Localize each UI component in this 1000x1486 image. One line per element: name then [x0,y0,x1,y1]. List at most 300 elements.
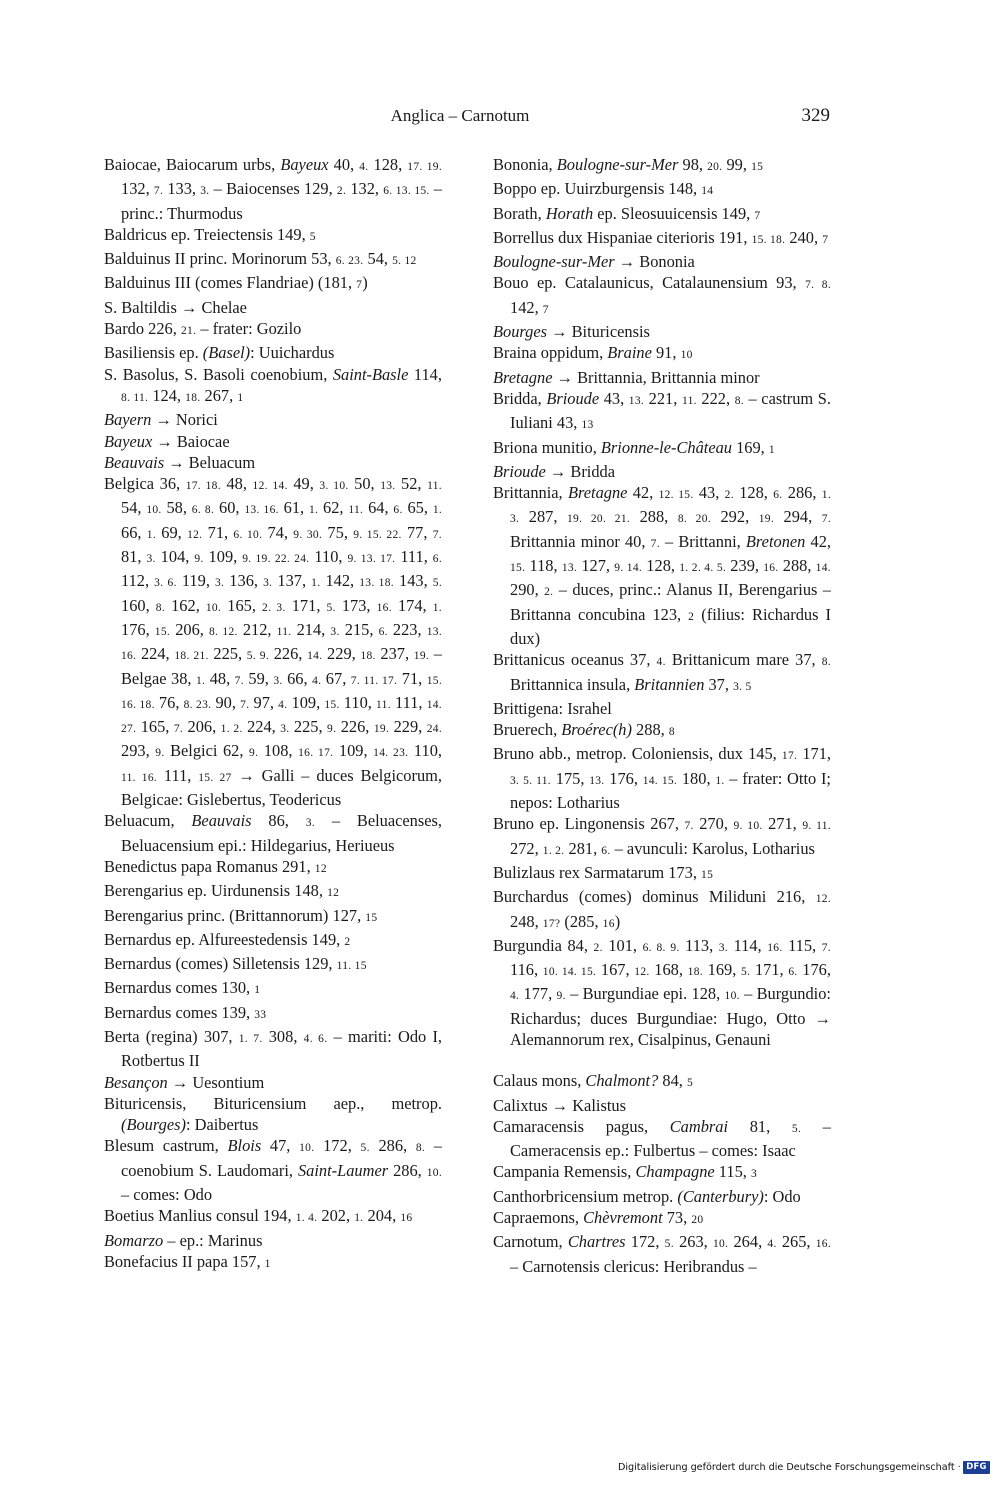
entry-text: 114, [728,935,768,955]
index-entry [104,977,442,1001]
line-reference: 6. [788,966,798,979]
line-reference: 14. 23. [373,747,409,760]
entry-text: 81, [121,547,147,567]
index-entry [104,929,442,953]
entry-text: 49, [287,474,320,494]
entry-text: 287, [519,507,567,527]
line-reference: 18. [687,966,703,979]
index-entry [493,461,831,482]
line-reference: 33 [254,1008,267,1021]
entry-text: ) [614,911,621,931]
line-reference: 2 [688,610,695,623]
entry-text: Braina oppidum, [493,343,608,363]
entry-text: 119, [176,571,215,591]
entry-text: ) [362,273,368,293]
entry-text: 42, [627,483,659,503]
index-entry [493,227,831,251]
line-reference: 15. 16. 18. [121,674,443,711]
entry-text: Bruerech, [493,720,562,740]
entry-text: 71, [397,668,427,688]
entry-text: 110, [309,547,348,567]
line-reference: 8. [155,601,166,614]
index-entry [493,649,831,698]
entry-text: → Galli – duces Belgicorum, Belgicae: Gislebertus, Teodericus [121,765,442,810]
index-entry [493,719,831,743]
index-entry [493,862,831,886]
entry-text: 128, [733,483,774,503]
entry-text: 37, [704,674,734,694]
entry-text: 109, [333,741,374,761]
index-entry [493,321,831,342]
line-reference: 3. 10. [319,480,349,493]
line-reference: 5. [360,1142,370,1155]
entry-text: 97, [249,692,279,712]
line-reference: 14. [307,650,323,663]
line-reference: 5. [432,577,443,590]
line-reference: 4. 6. [303,1032,328,1045]
entry-text: 113, [679,935,719,955]
entry-text: Bouo ep. Catalaunicus, Catalaunensium 93, [493,273,806,293]
line-reference: 1. 2. 4. 5. [679,562,727,575]
line-reference: 3. [330,625,340,638]
line-reference: 6. 8. 9. [642,941,680,954]
line-reference: 7. [650,537,660,550]
line-reference: 10. [299,1142,315,1155]
index-entry [493,698,831,719]
entry-text: Benedictus papa Romanus 291, [104,856,315,876]
modern-place-name: (Basel) [202,343,251,363]
line-reference: 6. [432,553,443,566]
entry-text: S. Basolus, S. Basoli coenobium, [104,364,333,384]
entry-text: 75, [322,522,354,542]
entry-text: 65, [402,498,433,518]
line-reference: 13. [561,562,578,575]
line-reference: 13 [581,419,594,432]
modern-place-name: Beauvais [104,452,165,472]
entry-text: 308, [262,1026,304,1046]
line-reference: 3. [146,553,156,566]
line-reference: 9. 10. [733,820,763,833]
line-reference: 1. [432,504,443,517]
line-reference: 8. [821,656,832,669]
entry-text: 290, [510,580,545,600]
entry-text: ep. Sleosuuicensis 149, [593,203,755,223]
index-entry [104,1072,442,1093]
entry-text: – princ.: Thurmodus [121,179,442,223]
line-reference: 3. [718,941,729,954]
index-entry [493,482,831,649]
entry-text: 64, [363,498,394,518]
entry-text: 248, [510,911,543,931]
index-entry [104,905,442,929]
entry-text: → Baiocae [152,431,230,451]
entry-text: – frater: Otto I; nepos: Lotharius [510,768,831,813]
entry-text: Calaus mons, [493,1071,586,1091]
line-reference: 7. 11. 17. [350,674,398,687]
entry-text: → Brittannia, Brittannia minor [552,367,760,387]
entry-text: 171, [750,960,789,980]
entry-text: Bernardus (comes) Silletensis 129, [104,954,337,974]
line-reference: 12. 15. [658,489,694,502]
line-reference: 5. 9. [246,650,269,663]
entry-text: – coenobium S. Laudomari, [121,1136,442,1180]
entry-text: 229, [389,717,427,737]
line-reference: 4. [312,674,322,687]
line-reference: 1 [768,443,775,456]
line-reference: 12 [327,887,340,900]
line-reference: 16 [602,917,615,930]
entry-text: 226, [269,644,308,664]
entry-text: 110, [339,692,377,712]
line-reference: 17? [542,917,561,930]
line-reference: 6. 23. [335,255,364,268]
entry-text: : Uuichardus [250,343,335,363]
line-reference: 7. [821,941,831,954]
entry-text: Brittannia minor 40, [510,531,651,551]
index-entry [493,1095,831,1116]
index-column-left [104,154,442,1275]
line-reference: 3 [750,1168,758,1181]
line-reference: 9. 11. [802,820,831,833]
line-reference: 20. [707,161,723,173]
line-reference: 7 [822,233,829,246]
line-reference: 13. 18. [359,577,394,590]
line-reference: 15. 27 [198,771,232,784]
entry-text: 91, [651,343,681,363]
line-reference: 10. [426,1166,443,1179]
line-reference: 1. 3. [510,489,832,526]
entry-text: – avunculi: Karolus, Lotharius [610,838,815,858]
line-reference: 1. [715,774,725,787]
index-entry [104,953,442,977]
entry-text: 128, [368,155,408,174]
entry-text: – Baiocenses 129, [209,179,337,199]
entry-text: Balduinus III (comes Flandriae) (181, [104,273,357,293]
index-entry [104,1135,442,1205]
entry-text: 294, [774,507,822,527]
index-entry [493,1231,831,1277]
index-entry [104,1205,442,1229]
line-reference: 1. [311,577,321,590]
entry-text: Brittigena: Israhel [493,698,612,718]
entry-text: 109, [287,692,325,712]
index-entry [493,272,831,321]
line-reference: 10. [724,990,740,1003]
line-reference: 2. [593,941,603,954]
line-reference: 2. [544,586,554,599]
line-reference: 13. 16. [121,625,442,663]
line-reference: 7 [754,209,761,222]
index-entry [493,1207,831,1231]
index-entry [104,297,442,318]
line-reference: 7. [821,513,831,526]
entry-text: 109, [203,547,243,567]
index-entry [104,1230,442,1251]
line-reference: 1. 2. [542,844,565,857]
line-reference: 10. [205,601,222,614]
entry-text: 137, [272,571,312,591]
entry-text: → Bridda [545,461,616,481]
index-entry [104,1002,442,1026]
entry-text: Capraemons, [493,1208,584,1228]
line-reference: 7. [153,185,164,198]
modern-place-name: Bayeux [104,431,153,451]
entry-text: – castrum S. Iuliani 43, [510,388,831,433]
entry-text: 176, [797,960,831,980]
entry-text: 99, [722,155,752,174]
entry-text: Bruno abb., metrop. Coloniensis, dux 145, [493,744,782,764]
modern-place-name: Boulogne-sur-Mer [493,252,615,272]
entry-text: → Bituricensis [547,322,650,342]
line-reference: 8. 23. [183,698,212,711]
entry-text: – Cameracensis ep.: Fulbertus – comes: Isaac [510,1116,832,1161]
index-entry [104,880,442,904]
line-reference: 6. [773,489,783,502]
modern-place-name: Bayern [104,410,152,430]
entry-text: Bonefacius II papa 157, [104,1251,265,1271]
entry-text: (filius: Richardus I dux) [510,604,831,648]
entry-text: → Norici [151,410,218,430]
entry-text: 288, [778,556,816,576]
entry-text: 172, [314,1136,361,1156]
entry-text: Bernardus ep. Alfureestedensis 149, [104,929,345,949]
entry-text: (285, [560,911,603,931]
line-reference: 13. [380,480,396,493]
line-reference: 1 [264,1257,271,1270]
modern-place-name: Braine [607,343,652,363]
entry-text: 293, [121,741,156,761]
line-reference: 9. [194,553,204,566]
index-entry [493,743,831,813]
entry-text: Burgundia 84, [493,935,594,955]
entry-text: Blesum castrum, [104,1136,228,1156]
line-reference: 10. [713,1238,729,1251]
entry-text: 77, [401,522,433,542]
index-column-right [493,154,831,1277]
entry-text: 240, [785,227,823,247]
modern-place-name: Bomarzo [104,1230,164,1250]
entry-text: 142, [320,571,360,591]
line-reference: 17. 19. [407,161,442,173]
line-reference: 14 [701,185,714,198]
index-entry [104,342,442,363]
line-reference: 8. [415,1142,426,1155]
line-reference: 1. 4. [295,1212,318,1225]
line-reference: 4. [767,1238,777,1251]
line-reference: 10. [146,504,162,517]
modern-place-name: Beauvais [191,811,252,831]
entry-text: 288, [630,507,678,527]
footer-credit: Digitalisierung gefördert durch die Deutsche Forschungsgemeinschaft · [618,1462,961,1473]
entry-text: 286, [782,483,822,503]
entry-text: Boetius Manlius consul 194, [104,1206,296,1226]
entry-text: 116, [510,960,543,980]
index-entry [493,813,831,862]
entry-text: Borath, [493,203,546,223]
line-reference: 14. [815,562,831,575]
entry-text: 133, [163,179,201,199]
index-entry [104,473,442,810]
line-reference: 11. [276,625,292,638]
line-reference: 2. 3. [262,601,286,614]
entry-text: Berengarius princ. (Brittannorum) 127, [104,905,366,925]
entry-text: 221, [644,388,682,408]
entry-text: 132, [121,179,154,199]
line-reference: 16. [815,1238,832,1251]
index-entry [104,248,442,272]
entry-text: Burchardus (comes) dominus Miliduni 216, [493,887,816,907]
line-reference: 12. [815,893,831,906]
line-reference: 5. [791,1122,802,1135]
entry-text: 67, [321,668,351,688]
entry-text: 265, [776,1232,816,1252]
line-reference: 16. [763,562,779,575]
entry-text: – Burgundio: Richardus; duces Burgundiae: Hugo, Otto → Alemannorum rex, Cisalpinus, Genauni [510,984,831,1049]
line-reference: 12. [187,528,203,541]
line-reference: 4. [656,656,666,669]
entry-text: Berengarius ep. Uirdunensis 148, [104,881,328,901]
entry-text: 43, [599,388,629,408]
line-reference: 1. [354,1212,364,1225]
line-reference: 3. [305,817,315,830]
entry-text: 111, [390,692,427,712]
line-reference: 10. 14. 15. [542,966,597,979]
line-reference: 9. [249,747,259,760]
line-reference: 19. [373,723,390,736]
entry-text: Bononia, [493,155,557,174]
line-reference: 13. 16. [244,504,279,517]
line-reference: 3. 6. [154,577,177,590]
entry-text: Baiocae, Baiocarum urbs, [104,155,281,174]
entry-text: Balduinus II princ. Morinorum 53, [104,249,336,269]
entry-text: 225, [289,717,328,737]
entry-text: Borrellus dux Hispaniae citerioris 191, [493,227,752,247]
index-entry [104,409,442,430]
index-entry [493,935,831,1050]
line-reference: 6. 13. 15. [383,185,430,198]
line-reference: 1. [308,504,319,517]
entry-text: 286, [388,1160,427,1180]
entry-text: → Bononia [614,252,695,272]
entry-text: Berta (regina) 307, [104,1026,239,1046]
entry-text: 263, [673,1232,713,1252]
entry-text: Bruno ep. Lingonensis 267, [493,814,685,834]
modern-place-name: Brionne-le-Château [600,437,732,457]
line-reference: 18. 21. [174,650,209,663]
entry-text: 142, [510,297,543,317]
line-reference: 1. [146,528,157,541]
line-reference: 6. [601,844,611,857]
index-entry [493,1116,831,1162]
index-entry [104,452,442,473]
index-entry [493,1161,831,1185]
line-reference: 16. [376,601,392,614]
line-reference: 5 [309,230,316,243]
line-reference: 2. [724,489,734,502]
modern-place-name: (Bourges) [121,1115,186,1135]
entry-text: 223, [387,619,427,639]
entry-text: 165, [136,717,174,737]
index-entry [104,1093,442,1136]
modern-place-name: Bretagne [493,367,553,387]
entry-text: Calixtus → Kalistus [493,1095,626,1115]
line-reference: 16 [400,1212,413,1225]
entry-text: – Carnotensis clericus: Heribrandus – [510,1256,757,1276]
entry-text: 66, [282,668,313,688]
line-reference: 18. [185,391,201,404]
entry-text: 165, [221,595,263,615]
entry-text: Bituricensis, Bituricensium aep., metrop. [104,1093,442,1113]
entry-text: Camaracensis pagus, [493,1116,670,1136]
index-entry [493,1070,831,1094]
line-reference: 9. [327,723,337,736]
entry-text: – Brittanni, [659,531,746,551]
modern-place-name: Saint-Basle [332,364,409,384]
line-reference: 7. [234,674,244,687]
entry-text: → Beluacum [164,452,256,472]
index-entry [493,1186,831,1207]
line-reference: 1. [195,674,206,687]
modern-place-name: Horath [545,203,594,223]
entry-text: 115, [782,935,822,955]
line-reference: 9. 19. 22. 24. [242,553,310,566]
modern-place-name: Cambrai [669,1116,729,1136]
line-reference: 5. [741,966,751,979]
modern-place-name: Chalmont? [585,1071,659,1091]
entry-text: 206, [183,717,221,737]
line-reference: 16. [767,941,783,954]
modern-place-name: Bretagne [567,483,628,503]
entry-text: 229, [322,644,361,664]
line-reference: 3. [200,185,210,198]
entry-text: 173, [335,595,377,615]
index-entry [104,1251,442,1275]
index-entry [493,178,831,202]
line-reference: 1 [254,984,261,997]
page-number: 329 [801,105,830,126]
entry-text: 202, [317,1206,355,1226]
entry-text: 48, [220,474,253,494]
line-reference: 8. 11. [121,391,149,404]
entry-text: 167, [596,960,635,980]
entry-text: 239, [726,556,764,576]
entry-text: – Belgae 38, [121,644,442,688]
line-reference: 11. [348,504,364,517]
entry-text: 74, [262,522,294,542]
line-reference: 7 [542,303,549,316]
entry-text: 61, [278,498,309,518]
entry-text: Brittannia, [493,483,568,503]
entry-text: 47, [261,1136,300,1156]
entry-text: 115, [714,1162,751,1182]
line-reference: 11. 16. [121,771,158,784]
entry-text: 171, [797,744,831,764]
entry-text: 114, [408,364,442,384]
line-reference: 19. [758,513,774,526]
line-reference: 19. 20. 21. [567,513,631,526]
line-reference: 1. 2. [220,723,243,736]
index-entry [104,364,442,410]
modern-place-name: Broérec(h) [561,720,632,740]
entry-text: 132, [346,179,384,199]
entry-text: Brittanicum mare 37, [665,650,822,670]
entry-text: – Beluacenses, Beluacensium epi.: Hildegarius, Heriueus [121,811,442,855]
entry-text: 204, [363,1206,401,1226]
line-reference: 6. [393,504,403,517]
line-reference: 15. [324,698,340,711]
line-reference: 7. 8. [805,279,832,292]
entry-text: 81, [728,1116,792,1136]
